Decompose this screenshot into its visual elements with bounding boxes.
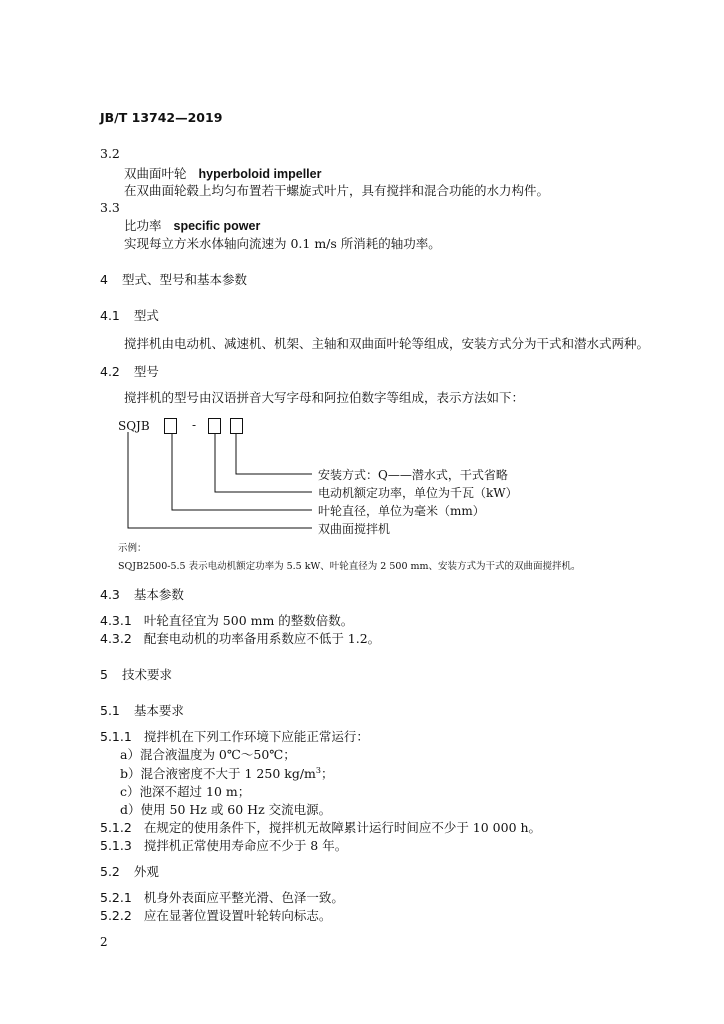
clause-number: 5.1.2 (100, 820, 132, 835)
clause-title: 外观 (133, 864, 159, 879)
section-title: 型式、型号和基本参数 (121, 272, 247, 287)
list-item (120, 764, 334, 782)
clause-5-2-2 (100, 906, 331, 924)
section-number: 4 (100, 272, 108, 287)
clause-text: 搅拌机在下列工作环境下应能正常运行： (143, 729, 369, 744)
page-number: 2 (100, 935, 108, 949)
clause-5-1-1 (100, 727, 369, 745)
list-item (120, 745, 296, 763)
list-marker: b） (120, 766, 141, 781)
example-label: 示例： (118, 543, 147, 554)
clause-3-2-definition: 在双曲面轮毂上均匀布置若干螺旋式叶片，具有搅拌和混合功能的水力构件。 (124, 183, 550, 198)
clause-title: 型号 (133, 364, 159, 379)
clause-4-3-heading (100, 585, 184, 603)
clause-number: 4.1 (100, 308, 120, 323)
clause-text: 叶轮直径宜为 500 mm 的整数倍数。 (143, 613, 354, 628)
list-text-end: ； (320, 766, 334, 781)
clause-3-3-number: 3.3 (100, 200, 120, 215)
list-marker: c） (120, 784, 140, 799)
clause-text: 在规定的使用条件下，搅拌机无故障累计运行时间应不少于 10 000 h。 (143, 820, 542, 835)
clause-number: 4.3 (100, 587, 120, 602)
clause-5-2-heading (100, 862, 159, 880)
clause-title: 型式 (133, 308, 159, 323)
clause-text: 配套电动机的功率备用系数应不低于 1.2。 (143, 631, 381, 646)
clause-number: 4.3.2 (100, 631, 132, 646)
list-text: 池深不超过 10 m； (139, 784, 251, 799)
clause-5-1-3 (100, 836, 347, 854)
list-text: 使用 50 Hz 或 60 Hz 交流电源。 (140, 802, 332, 817)
term-zh: 双曲面叶轮 (124, 166, 187, 181)
clause-4-3-2 (100, 629, 380, 647)
clause-5-2-1 (100, 888, 344, 906)
term-en: hyperboloid impeller (198, 167, 322, 181)
clause-number: 5.2.2 (100, 908, 132, 923)
label-mounting-type: 安装方式：Q——潜水式，干式省略 (318, 468, 508, 482)
model-prefix: SQJB (118, 419, 150, 433)
clause-4-3-1 (100, 611, 353, 629)
clause-5-1-2 (100, 818, 541, 836)
clause-text: 应在显著位置设置叶轮转向标志。 (143, 908, 332, 923)
list-marker: d） (120, 802, 141, 817)
section-title: 技术要求 (121, 667, 172, 682)
term-zh: 比功率 (124, 218, 162, 233)
label-motor-power: 电动机额定功率，单位为千瓦（kW） (318, 486, 518, 500)
clause-text: 机身外表面应平整光滑、色泽一致。 (143, 890, 344, 905)
example-text: SQJB2500-5.5 表示电动机额定功率为 5.5 kW、叶轮直径为 2 500 mm、安装方式为干式的双曲面搅拌机。 (118, 561, 581, 572)
clause-number: 5.1 (100, 703, 120, 718)
term-en: specific power (173, 219, 261, 233)
superscript: 3 (315, 765, 321, 775)
list-item (120, 782, 250, 800)
clause-text: 搅拌机正常使用寿命应不少于 8 年。 (143, 838, 348, 853)
clause-number: 5.1.3 (100, 838, 132, 853)
clause-number: 4.2 (100, 364, 120, 379)
list-item (120, 800, 331, 818)
list-marker: a） (120, 747, 140, 762)
standard-id: JB/T 13742—2019 (100, 110, 223, 125)
clause-number: 4.3.1 (100, 613, 132, 628)
list-text: 混合液温度为 0℃～50℃； (139, 747, 296, 762)
clause-title: 基本要求 (133, 703, 184, 718)
clause-title: 基本参数 (133, 587, 184, 602)
clause-number: 5.1.1 (100, 729, 132, 744)
list-text: 混合液密度不大于 1 250 kg/m (140, 766, 316, 781)
clause-4-1-text: 搅拌机由电动机、减速机、机架、主轴和双曲面叶轮等组成，安装方式分为干式和潜水式两种。 (124, 336, 650, 351)
section-5-heading (100, 665, 172, 683)
clause-3-3-definition: 实现每立方米水体轴向流速为 0.1 m/s 所消耗的轴功率。 (124, 236, 441, 251)
clause-number: 5.2 (100, 864, 120, 879)
model-dash: - (192, 418, 197, 432)
clause-3-2-number: 3.2 (100, 146, 120, 161)
clause-4-2-text: 搅拌机的型号由汉语拼音大写字母和阿拉伯数字等组成，表示方法如下： (124, 390, 525, 405)
section-number: 5 (100, 667, 108, 682)
label-mixer-type: 双曲面搅拌机 (318, 522, 391, 536)
clause-number: 5.2.1 (100, 890, 132, 905)
clause-5-1-heading (100, 701, 184, 719)
label-impeller-diameter: 叶轮直径，单位为毫米（mm） (318, 504, 485, 518)
